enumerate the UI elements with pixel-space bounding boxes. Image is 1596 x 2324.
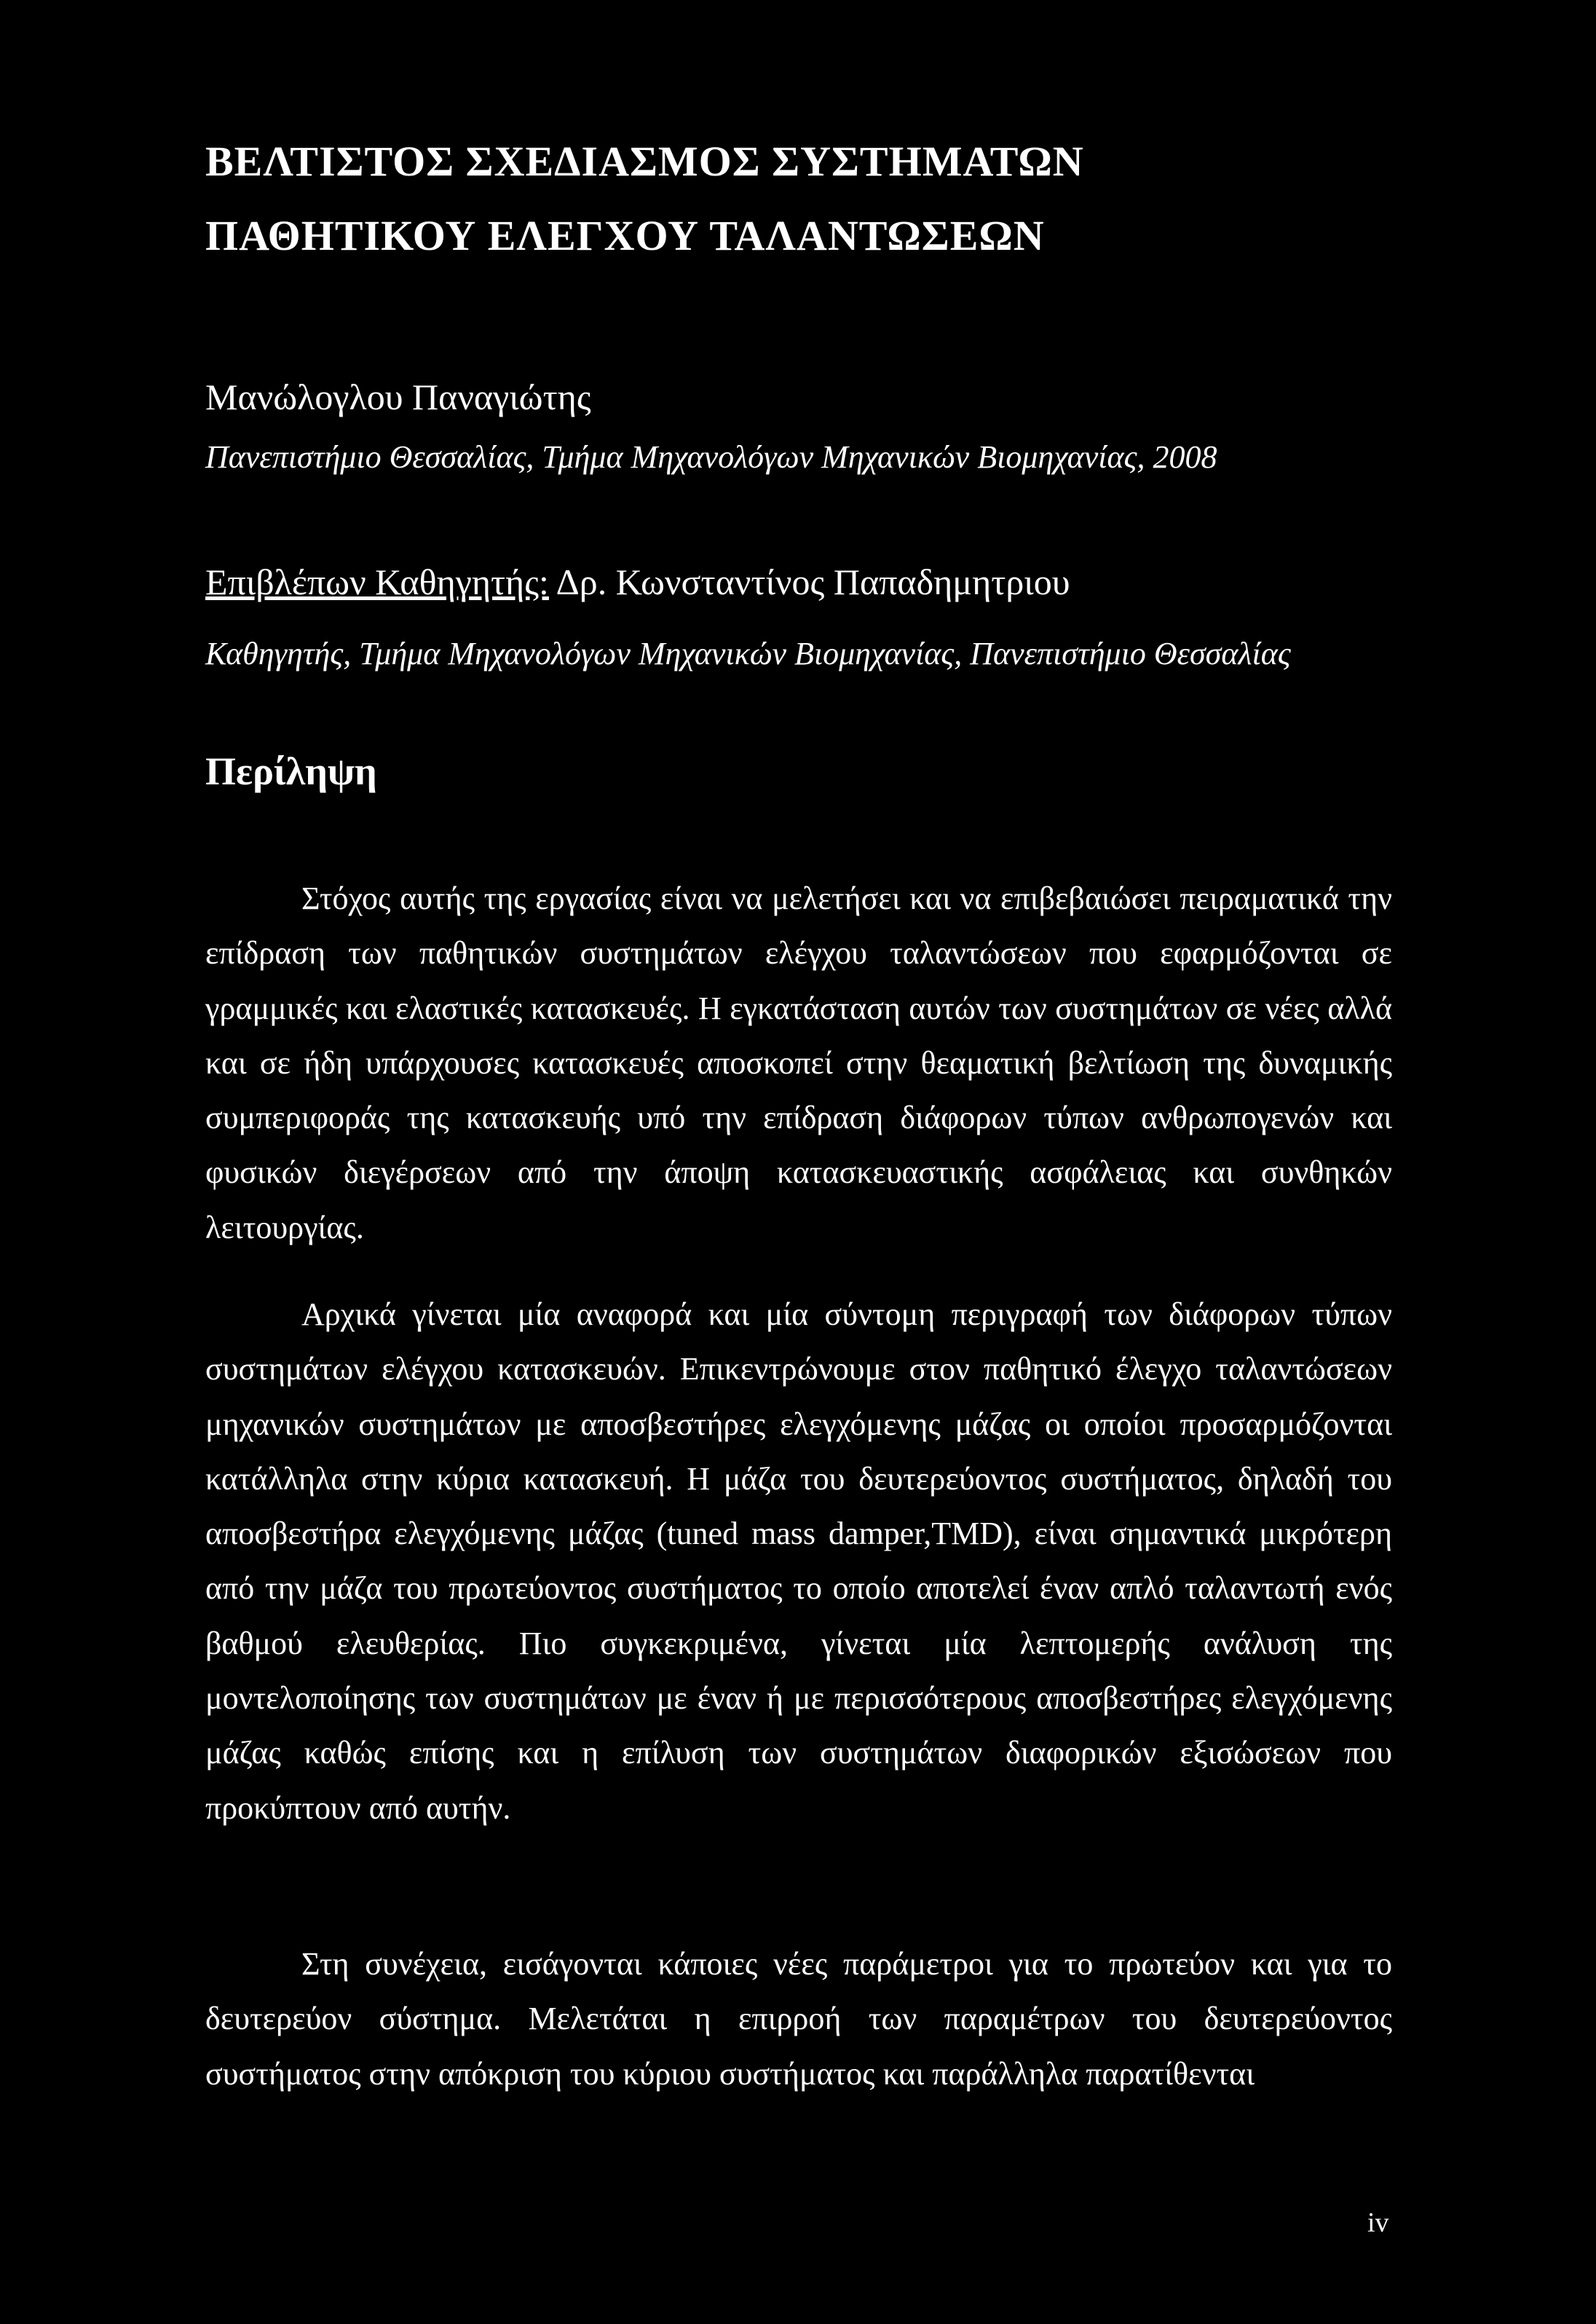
abstract-paragraph-2: Αρχικά γίνεται μία αναφορά και μία σύντομη περιγραφή των διάφορων τύπων συστημάτων ελέγχου κατασκευών. Επικεντρώνουμε στον παθητικό έλεγχο ταλαντώσεων μηχανικών συστημάτων με αποσβεστήρες ελεγχόμενης μάζας οι οποίοι προσαρμόζονται κατάλληλα στην κύρια κατασκευή. Η μάζα του δευτερεύοντος συστήματος, δηλαδή του αποσβεστήρα ελεγχόμενης μάζας (tuned mass damper,TMD), είναι σημαντικά μικρότερη από την μάζα του πρωτεύοντος συστήματος το οποίο αποτελεί έναν απλό ταλαντωτή ενός βαθμού ελευθερίας. Πιο συγκεκριμένα, γίνεται μία λεπτομερής ανάλυση της μοντελοποίησης των συστημάτων με έναν ή με περισσότερους αποσβεστήρες ελεγχόμενης μάζας καθώς επίσης και η επίλυση των συστημάτων διαφορικών εξισώσεων που προκύπτουν από αυτήν.	[205, 1296, 1392, 1826]
title-line-1: ΒΕΛΤΙΣΤΟΣ ΣΧΕΔΙΑΣΜΟΣ ΣΥΣΤΗΜΑΤΩΝ	[205, 138, 1084, 185]
abstract-paragraph-1: Στόχος αυτής της εργασίας είναι να μελετήσει και να επιβεβαιώσει πειραματικά την επίδραση των παθητικών συστημάτων ελέγχου ταλαντώσεων που εφαρμόζονται σε γραμμικές και ελαστικές κατασκευές. Η εγκατάσταση αυτών των συστημάτων σε νέες αλλά και σε ήδη υπάρχουσες κατασκευές αποσκοπεί στην θεαματική βελτίωση της δυναμικής συμπεριφοράς της κατασκευής υπό την επίδραση διάφορων τύπων ανθρωπογενών και φυσικών διεγέρσεων από την άποψη κατασκευαστικής ασφάλειας και συνθηκών λειτουργίας.	[205, 881, 1392, 1245]
abstract-heading: Περίληψη	[205, 749, 377, 793]
abstract-paragraph-3: Στη συνέχεια, εισάγονται κάποιες νέες παράμετροι για το πρωτεύον και για το δευτερεύον σύστημα. Μελετάται η επιρροή των παραμέτρων του δευτερεύοντος συστήματος στην απόκριση του κύριου συστήματος και παράλληλα παρατίθενται	[205, 1946, 1392, 2092]
author-affiliation: Πανεπιστήμιο Θεσσαλίας, Τμήμα Μηχανολόγων Μηχανικών Βιομηχανίας, 2008	[205, 439, 1217, 475]
supervisor-affiliation: Καθηγητής, Τμήμα Μηχανολόγων Μηχανικών Βιομηχανίας, Πανεπιστήμιο Θεσσαλίας	[205, 636, 1291, 671]
supervisor-line	[205, 561, 1392, 603]
page-number: iv	[1367, 2207, 1389, 2238]
author-name: Μανώλογλου Παναγιώτης	[205, 377, 591, 417]
supervisor-label: Επιβλέπων Καθηγητής:	[205, 562, 549, 602]
supervisor-name: Δρ. Κωνσταντίνος Παπαδημητριου	[556, 562, 1070, 602]
title-line-2: ΠΑΘΗΤΙΚΟΥ ΕΛΕΓΧΟΥ ΤΑΛΑΝΤΩΣΕΩΝ	[205, 212, 1045, 259]
